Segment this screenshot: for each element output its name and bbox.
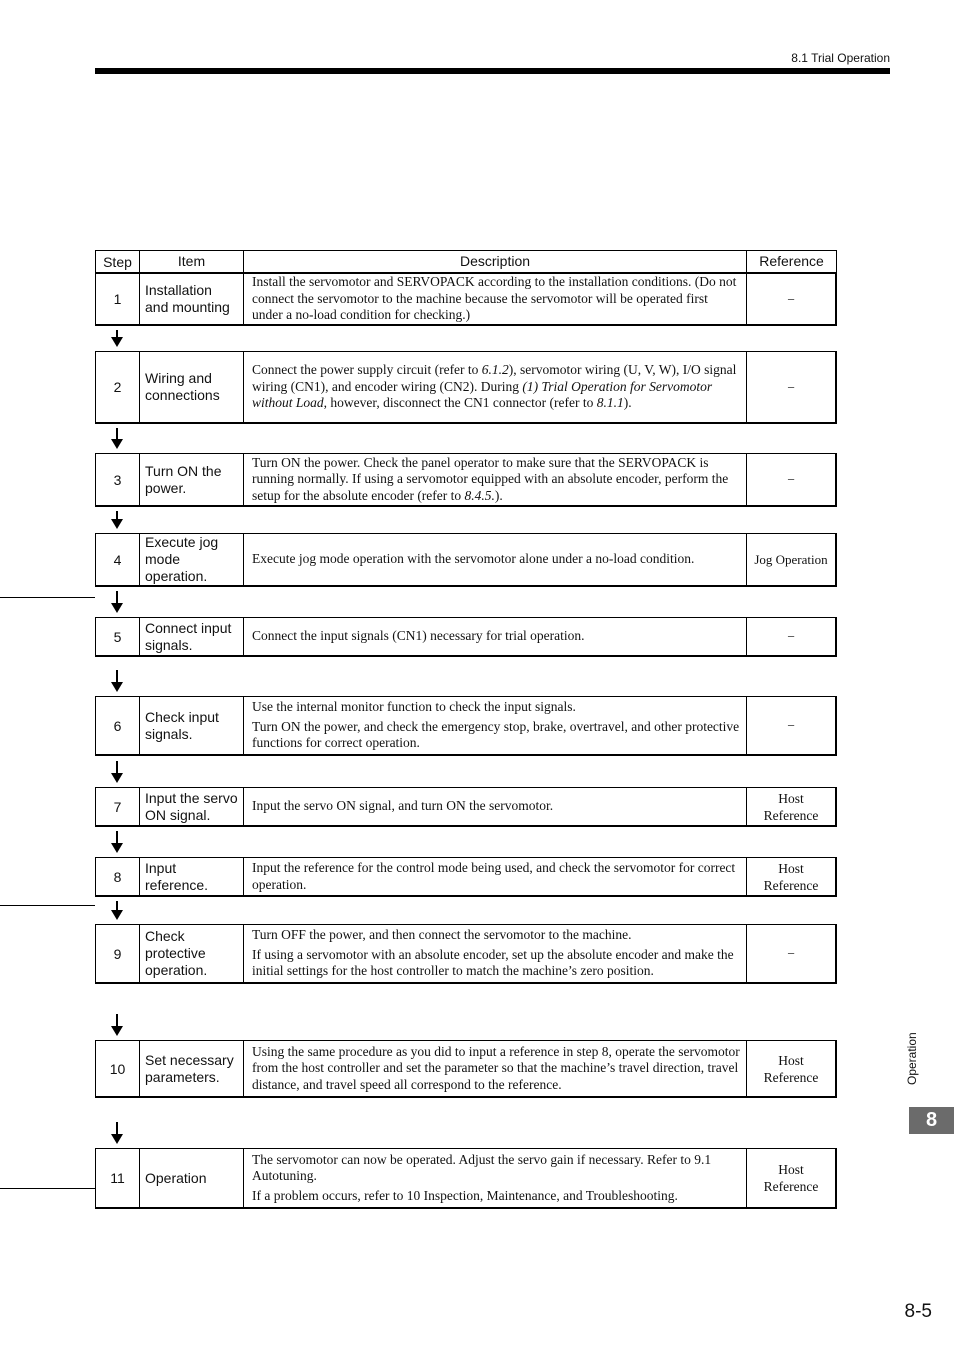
reference-text: Host Reference bbox=[763, 1052, 819, 1085]
step-reference bbox=[747, 618, 835, 655]
table-header-row bbox=[95, 250, 837, 273]
step-description bbox=[244, 1041, 747, 1096]
description-paragraph: Turn OFF the power, and then connect the servomotor to the machine. bbox=[252, 927, 632, 943]
step-reference bbox=[747, 534, 835, 585]
table-row bbox=[95, 351, 837, 424]
step-number: 8 bbox=[96, 858, 140, 895]
step-reference bbox=[747, 1149, 835, 1207]
step-number: 2 bbox=[96, 352, 140, 422]
description-paragraph: The servomotor can now be operated. Adjust the servo gain if necessary. Refer to 9.1 Autotuning. bbox=[252, 1151, 712, 1184]
reference-text: Host Reference bbox=[763, 860, 819, 893]
table-row bbox=[95, 1040, 837, 1098]
step-description bbox=[244, 352, 747, 422]
table-row bbox=[95, 787, 837, 827]
flow-arrow-icon bbox=[111, 1014, 123, 1036]
step-reference bbox=[747, 925, 835, 982]
description-paragraph: Connect the input signals (CN1) necessary for trial operation. bbox=[252, 628, 585, 644]
step-number: 11 bbox=[96, 1149, 140, 1207]
flow-arrow-icon bbox=[111, 1122, 123, 1144]
header-description: Description bbox=[244, 251, 747, 272]
reference-text: − bbox=[787, 291, 795, 307]
step-item: Connect input signals. bbox=[140, 618, 244, 655]
reference-text: − bbox=[787, 472, 795, 487]
step-reference bbox=[747, 858, 835, 895]
flow-arrow-icon bbox=[111, 761, 123, 783]
flow-arrow-icon bbox=[111, 670, 123, 692]
margin-rule bbox=[0, 905, 95, 906]
flow-arrow-icon bbox=[111, 511, 123, 529]
step-item: Check protective operation. bbox=[140, 925, 244, 982]
header-reference: Reference bbox=[759, 253, 824, 269]
step-reference bbox=[747, 352, 835, 422]
table-row bbox=[95, 696, 837, 756]
section-title: 8.1 Trial Operation bbox=[791, 51, 890, 65]
table-row bbox=[95, 453, 837, 507]
step-number: 1 bbox=[96, 274, 140, 324]
step-description bbox=[244, 925, 747, 982]
header-step: Step bbox=[96, 251, 140, 272]
step-item: Execute jog mode operation. bbox=[140, 534, 244, 585]
description-paragraph: If a problem occurs, refer to 10 Inspection, Maintenance, and Troubleshooting. bbox=[252, 1187, 678, 1203]
description-paragraph: Connect the power supply circuit (refer to 6.1.2), servomotor wiring (U, V, W), I/O signal wiring (CN1), and encoder wiring (CN2). During (1) Trial Operation for Servomotor without Load, however, disconnect the CN1 connector (refer to 8.1.1). bbox=[252, 362, 737, 411]
table-row bbox=[95, 924, 837, 984]
step-reference bbox=[747, 454, 835, 505]
description-paragraph: Install the servomotor and SERVOPACK according to the installation conditions. (Do not connect the servomotor to the machine because the servomotor will be operated first under a no-load condition for checking.) bbox=[252, 274, 737, 323]
step-number: 5 bbox=[96, 618, 140, 655]
flow-arrow-icon bbox=[111, 428, 123, 449]
step-reference bbox=[747, 788, 835, 825]
header-item: Item bbox=[140, 251, 244, 272]
step-description bbox=[244, 697, 747, 754]
step-reference bbox=[747, 697, 835, 754]
flow-arrow-icon bbox=[111, 330, 123, 347]
step-description bbox=[244, 454, 747, 505]
flow-arrow-icon bbox=[111, 591, 123, 613]
reference-text: Host Reference bbox=[763, 1162, 819, 1194]
table-row bbox=[95, 857, 837, 897]
description-paragraph: Execute jog mode operation with the servomotor alone under a no-load condition. bbox=[252, 551, 695, 567]
description-paragraph: Input the servo ON signal, and turn ON the servomotor. bbox=[252, 798, 554, 814]
margin-rule bbox=[0, 597, 95, 598]
step-number: 9 bbox=[96, 925, 140, 982]
header-rule bbox=[95, 68, 890, 74]
step-number: 6 bbox=[96, 697, 140, 754]
step-item: Wiring and connections bbox=[140, 352, 244, 422]
reference-text: − bbox=[787, 946, 795, 961]
flow-arrow-icon bbox=[111, 831, 123, 853]
step-number: 7 bbox=[96, 788, 140, 825]
step-item: Check input signals. bbox=[140, 697, 244, 754]
margin-rule bbox=[0, 1188, 95, 1189]
description-paragraph: Input the reference for the control mode being used, and check the servomotor for correct operation. bbox=[252, 860, 736, 892]
step-item: Operation bbox=[140, 1149, 244, 1207]
reference-text: − bbox=[787, 718, 795, 733]
description-paragraph: Turn ON the power, and check the emergency stop, brake, overtravel, and other protective functions for correct operation. bbox=[252, 718, 740, 751]
step-reference bbox=[747, 1041, 835, 1096]
step-reference bbox=[747, 274, 835, 324]
step-description bbox=[244, 534, 747, 585]
step-description bbox=[244, 788, 747, 825]
reference-text: Host Reference bbox=[763, 790, 819, 823]
step-item: Turn ON the power. bbox=[140, 454, 244, 505]
step-number: 10 bbox=[96, 1041, 140, 1096]
step-number: 4 bbox=[96, 534, 140, 585]
page-number: 8-5 bbox=[904, 1301, 932, 1322]
reference-text: − bbox=[787, 629, 795, 644]
table-row bbox=[95, 273, 837, 326]
table-row bbox=[95, 1148, 837, 1209]
chapter-tab: 8 bbox=[909, 1107, 954, 1134]
step-number: 3 bbox=[96, 454, 140, 505]
description-paragraph: Using the same procedure as you did to input a reference in step 8, operate the servomotor from the host controller and set the parameter so that the machine’s travel direction, travel distance, and travel speed all correspond to the reference. bbox=[252, 1043, 740, 1092]
description-paragraph: If using a servomotor with an absolute encoder, set up the absolute encoder and make the initial settings for the host controller to match the machine’s zero position. bbox=[252, 946, 734, 979]
step-item: Set necessary parameters. bbox=[140, 1041, 244, 1096]
step-item: Input reference. bbox=[140, 858, 244, 895]
step-description bbox=[244, 618, 747, 655]
reference-text: − bbox=[787, 379, 795, 395]
description-paragraph: Turn ON the power. Check the panel operator to make sure that the SERVOPACK is running normally. If using a servomotor equipped with an absolute encoder, perform the setup for the absolute encoder (refer to 8.4.5.). bbox=[252, 454, 729, 503]
chapter-side-label: Operation bbox=[905, 1032, 919, 1085]
description-paragraph: Use the internal monitor function to check the input signals. bbox=[252, 699, 576, 715]
step-description bbox=[244, 274, 747, 324]
flow-arrow-icon bbox=[111, 901, 123, 920]
step-description bbox=[244, 1149, 747, 1207]
step-description bbox=[244, 858, 747, 895]
reference-text: Jog Operation bbox=[754, 552, 828, 567]
table-row bbox=[95, 533, 837, 587]
table-row bbox=[95, 617, 837, 657]
step-item: Installation and mounting bbox=[140, 274, 244, 324]
step-item: Input the servo ON signal. bbox=[140, 788, 244, 825]
